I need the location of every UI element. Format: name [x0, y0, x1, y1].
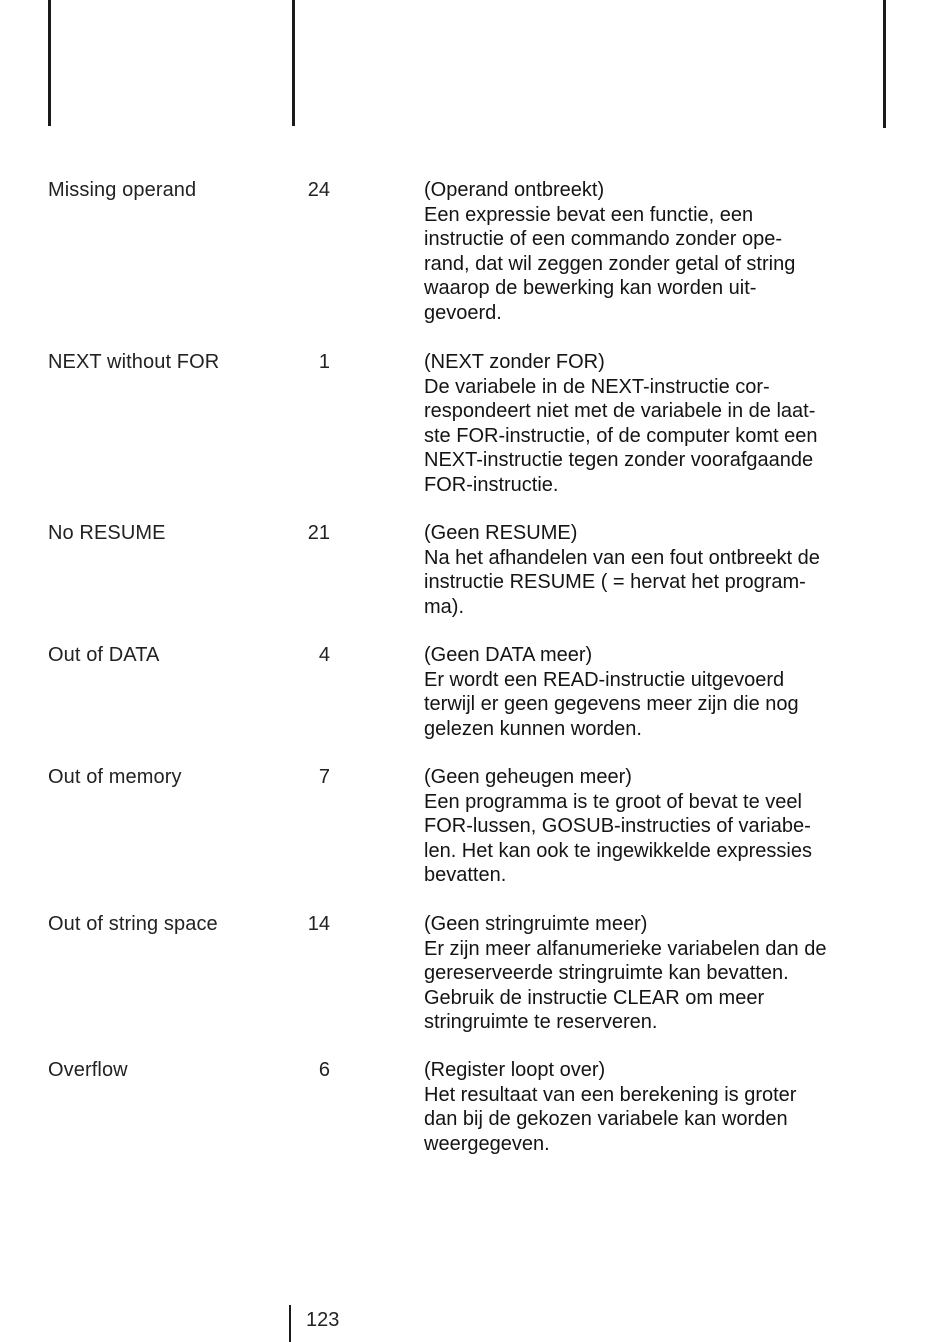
description-line: weergegeven.	[424, 1132, 550, 1155]
description-line: waarop de bewerking kan worden uit-	[424, 277, 757, 300]
error-name: Out of string space	[48, 913, 218, 935]
description-line: Een programma is te groot of bevat te veel	[424, 790, 802, 813]
description-line: Het resultaat van een berekening is groter	[424, 1083, 797, 1106]
description-line: bevatten.	[424, 864, 507, 887]
description-line: gereserveerde stringruimte kan bevatten.	[424, 962, 789, 985]
description-line: terwijl er geen gegevens meer zijn die nog	[424, 693, 799, 716]
description-line: Na het afhandelen van een fout ontbreekt de	[424, 546, 820, 569]
description-line: FOR-instructie.	[424, 473, 559, 496]
top-rule-left	[48, 0, 51, 126]
error-code: 7	[318, 766, 330, 788]
description-line: Er wordt een READ-instructie uitgevoerd	[424, 668, 785, 691]
error-code: 24	[307, 179, 330, 201]
error-description	[424, 1058, 894, 1156]
error-code: 1	[318, 351, 330, 373]
error-description	[424, 521, 894, 619]
description-line: len. Het kan ook te ingewikkelde expressies	[424, 839, 812, 862]
error-description	[424, 350, 894, 498]
description-line: FOR-lussen, GOSUB-instructies of variabe-	[424, 815, 811, 838]
error-name: Out of memory	[48, 766, 182, 788]
description-line: instructie RESUME ( = hervat het program-	[424, 571, 806, 594]
description-line: (Geen RESUME)	[424, 522, 578, 544]
description-line: instructie of een commando zonder ope-	[424, 228, 782, 251]
error-name: Overflow	[48, 1059, 128, 1081]
description-line: Een expressie bevat een functie, een	[424, 203, 754, 226]
description-line: De variabele in de NEXT-instructie cor-	[424, 375, 770, 398]
description-line: Gebruik de instructie CLEAR om meer	[424, 986, 765, 1009]
error-description	[424, 178, 894, 326]
description-line: dan bij de gekozen variabele kan worden	[424, 1108, 788, 1131]
description-line: ma).	[424, 595, 464, 618]
description-line: ste FOR-instructie, of de computer komt een	[424, 424, 818, 447]
description-line: (NEXT zonder FOR)	[424, 351, 605, 373]
error-code: 6	[318, 1059, 330, 1081]
description-line: Er zijn meer alfanumerieke variabelen dan de	[424, 937, 827, 960]
description-line: stringruimte te reserveren.	[424, 1011, 658, 1034]
error-name: No RESUME	[48, 522, 166, 544]
description-line: rand, dat wil zeggen zonder getal of string	[424, 252, 796, 275]
page-number: 123	[306, 1309, 340, 1331]
description-line: respondeert niet met de variabele in de laat-	[424, 400, 816, 423]
error-name: Missing operand	[48, 179, 197, 201]
description-line: (Geen DATA meer)	[424, 644, 593, 666]
error-name: NEXT without FOR	[48, 351, 220, 373]
description-line: (Geen geheugen meer)	[424, 766, 632, 788]
error-name: Out of DATA	[48, 644, 160, 666]
error-code: 14	[307, 913, 330, 935]
description-line: (Register loopt over)	[424, 1059, 606, 1081]
description-line: gelezen kunnen worden.	[424, 717, 642, 740]
description-line: NEXT-instructie tegen zonder voorafgaande	[424, 449, 814, 472]
footer-rule	[289, 1305, 291, 1342]
description-line: (Operand ontbreekt)	[424, 179, 605, 201]
description-line: gevoerd.	[424, 301, 502, 324]
error-code: 4	[318, 644, 330, 666]
error-description	[424, 765, 894, 888]
top-rule-middle	[292, 0, 295, 126]
error-code: 21	[307, 522, 330, 544]
top-rule-right	[883, 0, 886, 128]
error-description	[424, 643, 894, 741]
description-line: (Geen stringruimte meer)	[424, 913, 648, 935]
error-description	[424, 912, 894, 1035]
